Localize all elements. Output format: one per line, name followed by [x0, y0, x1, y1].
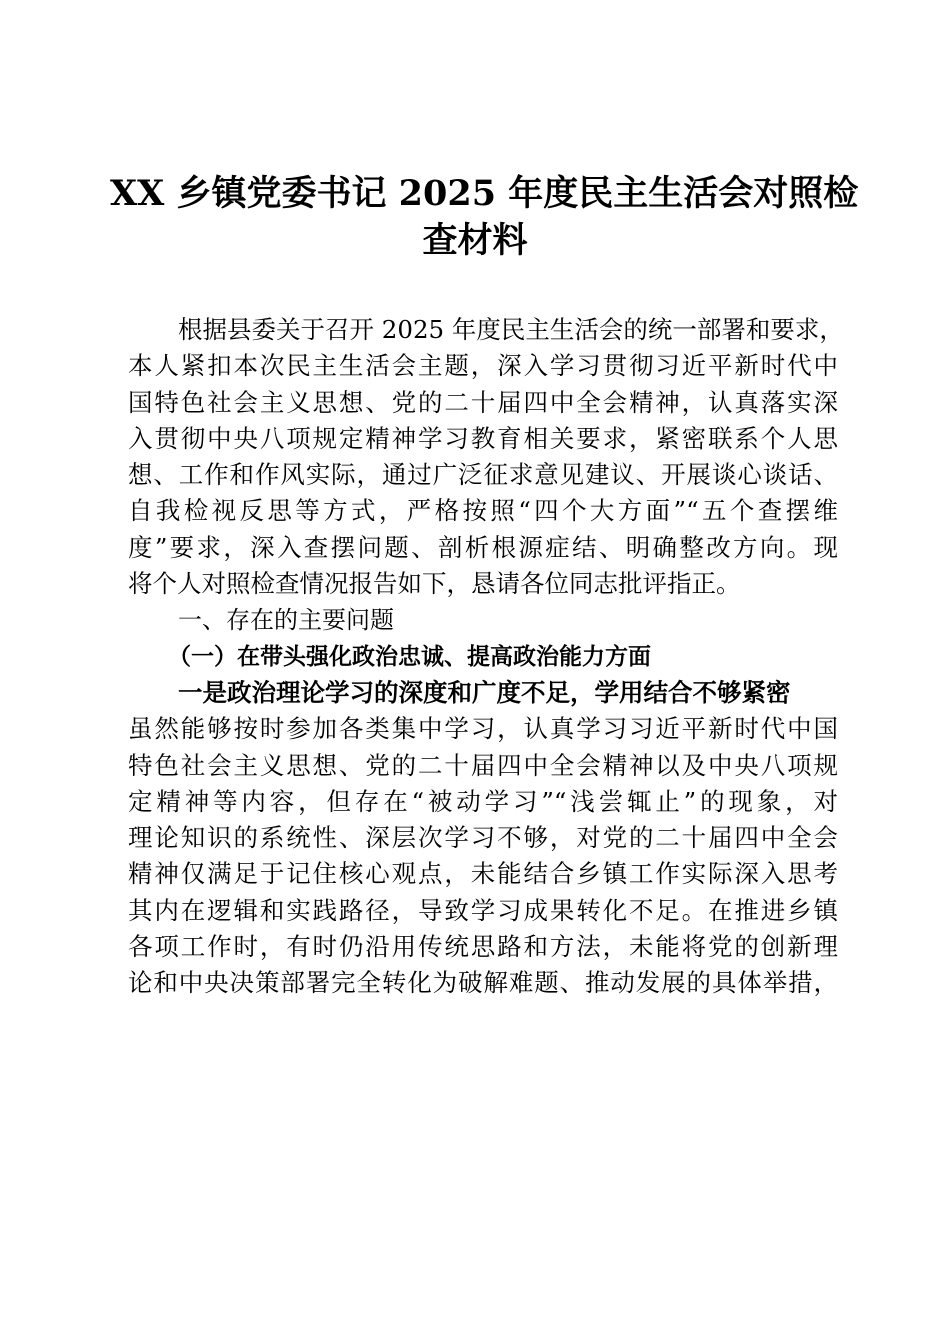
point-line: 其内在逻辑和实践路径，导致学习成果转化不足。在推进乡镇: [128, 895, 838, 925]
document-body: [128, 312, 844, 1002]
point-line: 精神仅满足于记住核心观点，未能结合乡镇工作实际深入思考: [128, 859, 838, 889]
point-line: 特色社会主义思想、党的二十届四中全会精神以及中央八项规: [128, 750, 838, 780]
intro-line: 自我检视反思等方式，严格按照“四个大方面”“五个查摆维: [128, 496, 838, 526]
title-line-1: XX 乡镇党委书记 2025 年度民主生活会对照检: [110, 173, 859, 214]
intro-line: 入贯彻中央八项规定精神学习教育相关要求，紧密联系个人思: [128, 423, 838, 453]
point-line: 论和中央决策部署完全转化为破解难题、推动发展的具体举措，: [128, 968, 838, 998]
point-line: 定精神等内容，但存在“被动学习”“浅尝辄止”的现象，对: [128, 786, 838, 816]
intro-paragraph: [128, 312, 844, 602]
point-line: 各项工作时，有时仍沿用传统思路和方法，未能将党的创新理: [128, 932, 838, 962]
section-heading: 一、存在的主要问题: [178, 606, 394, 635]
point-line: 理论知识的系统性、深层次学习不够，对党的二十届四中全会: [128, 823, 838, 853]
intro-line: 想、工作和作风实际，通过广泛征求意见建议、开展谈心谈话、: [128, 460, 838, 490]
intro-line: 本人紧扣本次民主生活会主题，深入学习贯彻习近平新时代中: [128, 351, 838, 381]
document-title: [110, 170, 859, 264]
point-line: 虽然能够按时参加各类集中学习，认真学习习近平新时代中国: [128, 714, 838, 744]
intro-line: 将个人对照检查情况报告如下，恳请各位同志批评指正。: [128, 569, 741, 599]
subsection-heading: （一）在带头强化政治忠诚、提高政治能力方面: [168, 643, 651, 670]
intro-line: 根据县委关于召开 2025 年度民主生活会的统一部署和要求，: [178, 315, 844, 344]
point-heading: 一是政治理论学习的深度和广度不足，学用结合不够紧密: [178, 677, 791, 707]
intro-line: 度”要求，深入查摆问题、剖析根源症结、明确整改方向。现: [128, 532, 838, 562]
title-line-2: 查材料: [422, 220, 528, 261]
point-paragraph: [128, 711, 838, 1001]
intro-line: 国特色社会主义思想、党的二十届四中全会精神，认真落实深: [128, 387, 838, 417]
